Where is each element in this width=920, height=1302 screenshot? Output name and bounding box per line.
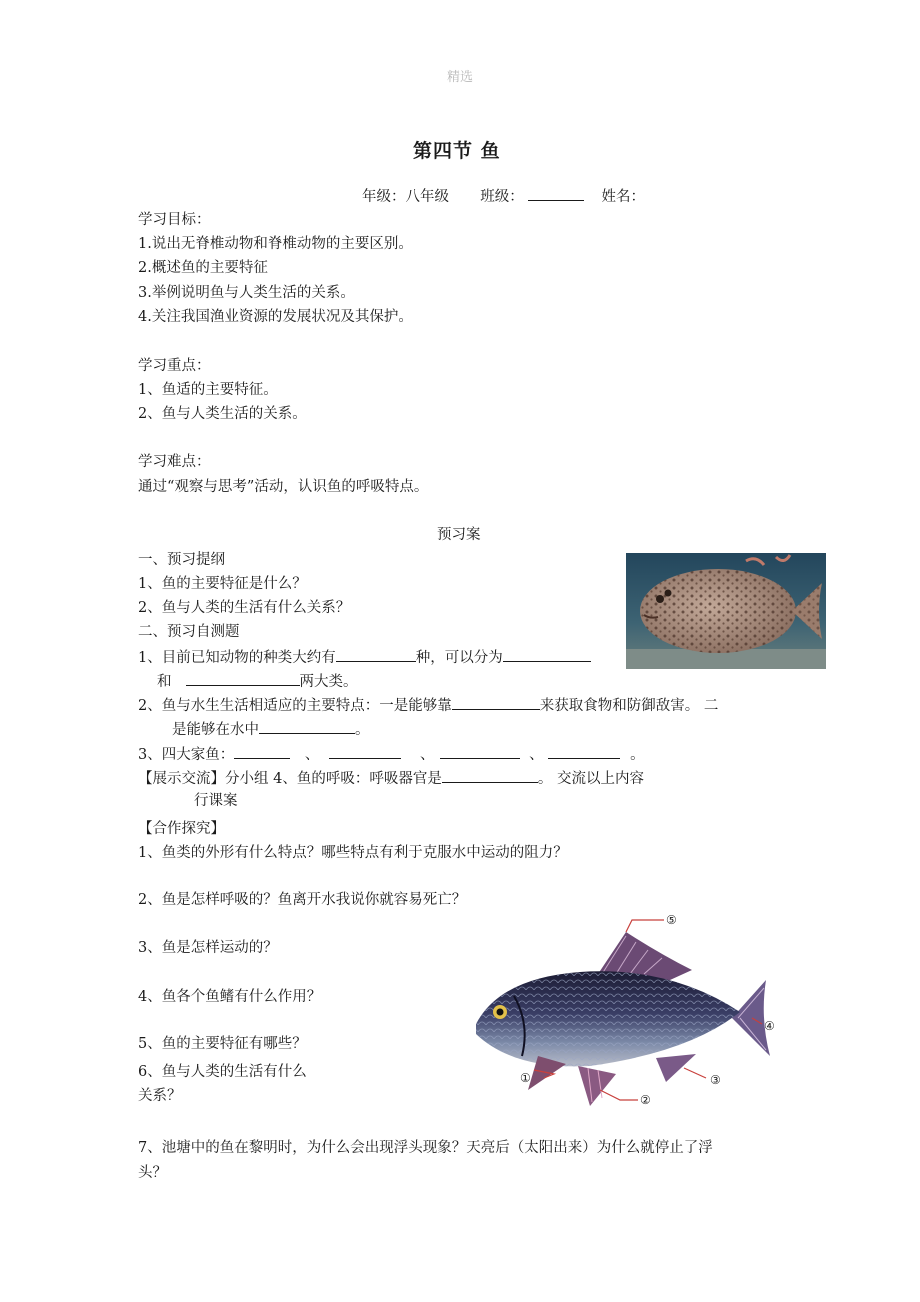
carp-diagram — [470, 906, 790, 1114]
self-test-q3: 3、四大家鱼： 、 、 、 。 — [138, 744, 645, 765]
explore-q1: 1、鱼类的外形有什么特点？哪些特点有利于克服水中运动的阻力？ — [138, 845, 568, 861]
page-title: 第四节 鱼 — [413, 140, 501, 162]
fin-label-3: ③ — [710, 1073, 721, 1087]
goal-item: 3.举例说明鱼与人类生活的关系。 — [138, 285, 355, 301]
q1-blank-count — [336, 647, 416, 662]
q3-blank-4 — [548, 744, 620, 759]
name-label: 姓名： — [601, 189, 646, 205]
self-test-q1: 1、目前已知动物的种类大约有 种，可以分为 — [138, 647, 591, 668]
explore-q3: 3、鱼是怎样运动的？ — [138, 940, 278, 956]
watermark: 精选 — [447, 70, 474, 85]
difficulty-heading: 学习难点： — [138, 454, 211, 470]
fin-label-5: ⑤ — [666, 913, 677, 927]
class-blank — [528, 186, 584, 201]
fin-label-4: ④ — [764, 1019, 775, 1033]
explore-q5: 5、鱼的主要特征有哪些？ — [138, 1036, 307, 1052]
fin-label-1: ① — [520, 1071, 531, 1085]
difficulty-text: 通过“观察与思考”活动，认识鱼的呼吸特点。 — [138, 479, 429, 495]
goal-item: 4.关注我国渔业资源的发展状况及其保护。 — [138, 309, 413, 325]
q3-blank-1 — [234, 744, 290, 759]
self-test-q2-cont: 是能够在水中 。 — [172, 719, 370, 740]
explore-q2: 2、鱼是怎样呼吸的？鱼离开水我说你就容易死亡？ — [138, 892, 467, 908]
key-points-heading: 学习重点： — [138, 358, 211, 374]
explore-q7: 7、池塘中的鱼在黎明时，为什么会出现浮头现象？天亮后（太阳出来）为什么就停止了浮 — [138, 1140, 713, 1156]
self-test-q4: 【展示交流】分小组 4、鱼的呼吸：呼吸器官是 。 交流以上内容 — [138, 768, 644, 789]
explore-heading: 【合作探究】 — [138, 821, 225, 837]
self-test-heading: 二、预习自测题 — [138, 624, 240, 640]
explore-q7-cont: 头？ — [138, 1165, 167, 1181]
key-point-item: 2、鱼与人类生活的关系。 — [138, 406, 307, 422]
q2-blank-organ — [452, 695, 540, 710]
outline-heading: 一、预习提纲 — [138, 552, 225, 568]
self-test-q2: 2、鱼与水生生活相适应的主要特点：一是能够靠 来获取食物和防御敌害。 二 — [138, 695, 718, 716]
fin-label-2: ② — [640, 1093, 651, 1107]
goal-item: 1.说出无脊椎动物和脊椎动物的主要区别。 — [138, 236, 413, 252]
class-label: 班级： — [480, 189, 524, 205]
q3-blank-3 — [440, 744, 520, 759]
q3-blank-2 — [329, 744, 401, 759]
explore-q6: 6、鱼与人类的生活有什么 — [138, 1064, 307, 1080]
class-plan-label: 行课案 — [194, 793, 238, 809]
q4-blank-organ — [442, 768, 538, 783]
q2-blank-water — [259, 719, 355, 734]
outline-item: 1、鱼的主要特征是什么？ — [138, 576, 307, 592]
explore-q4: 4、鱼各个鱼鳍有什么作用？ — [138, 989, 322, 1005]
grade-label: 年级：八年级 — [362, 189, 449, 205]
preview-heading: 预习案 — [437, 527, 481, 543]
goals-heading: 学习目标： — [138, 212, 211, 228]
q1-blank-type-a — [503, 647, 591, 662]
self-test-q1-cont: 和 两大类。 — [157, 671, 358, 692]
student-info — [362, 186, 645, 207]
explore-q6-cont: 关系？ — [138, 1088, 182, 1104]
key-point-item: 1、鱼适的主要特征。 — [138, 382, 278, 398]
q1-blank-type-b — [186, 671, 300, 686]
goal-item: 2.概述鱼的主要特征 — [138, 260, 268, 276]
flounder-image — [626, 553, 826, 669]
outline-item: 2、鱼与人类的生活有什么关系？ — [138, 600, 351, 616]
